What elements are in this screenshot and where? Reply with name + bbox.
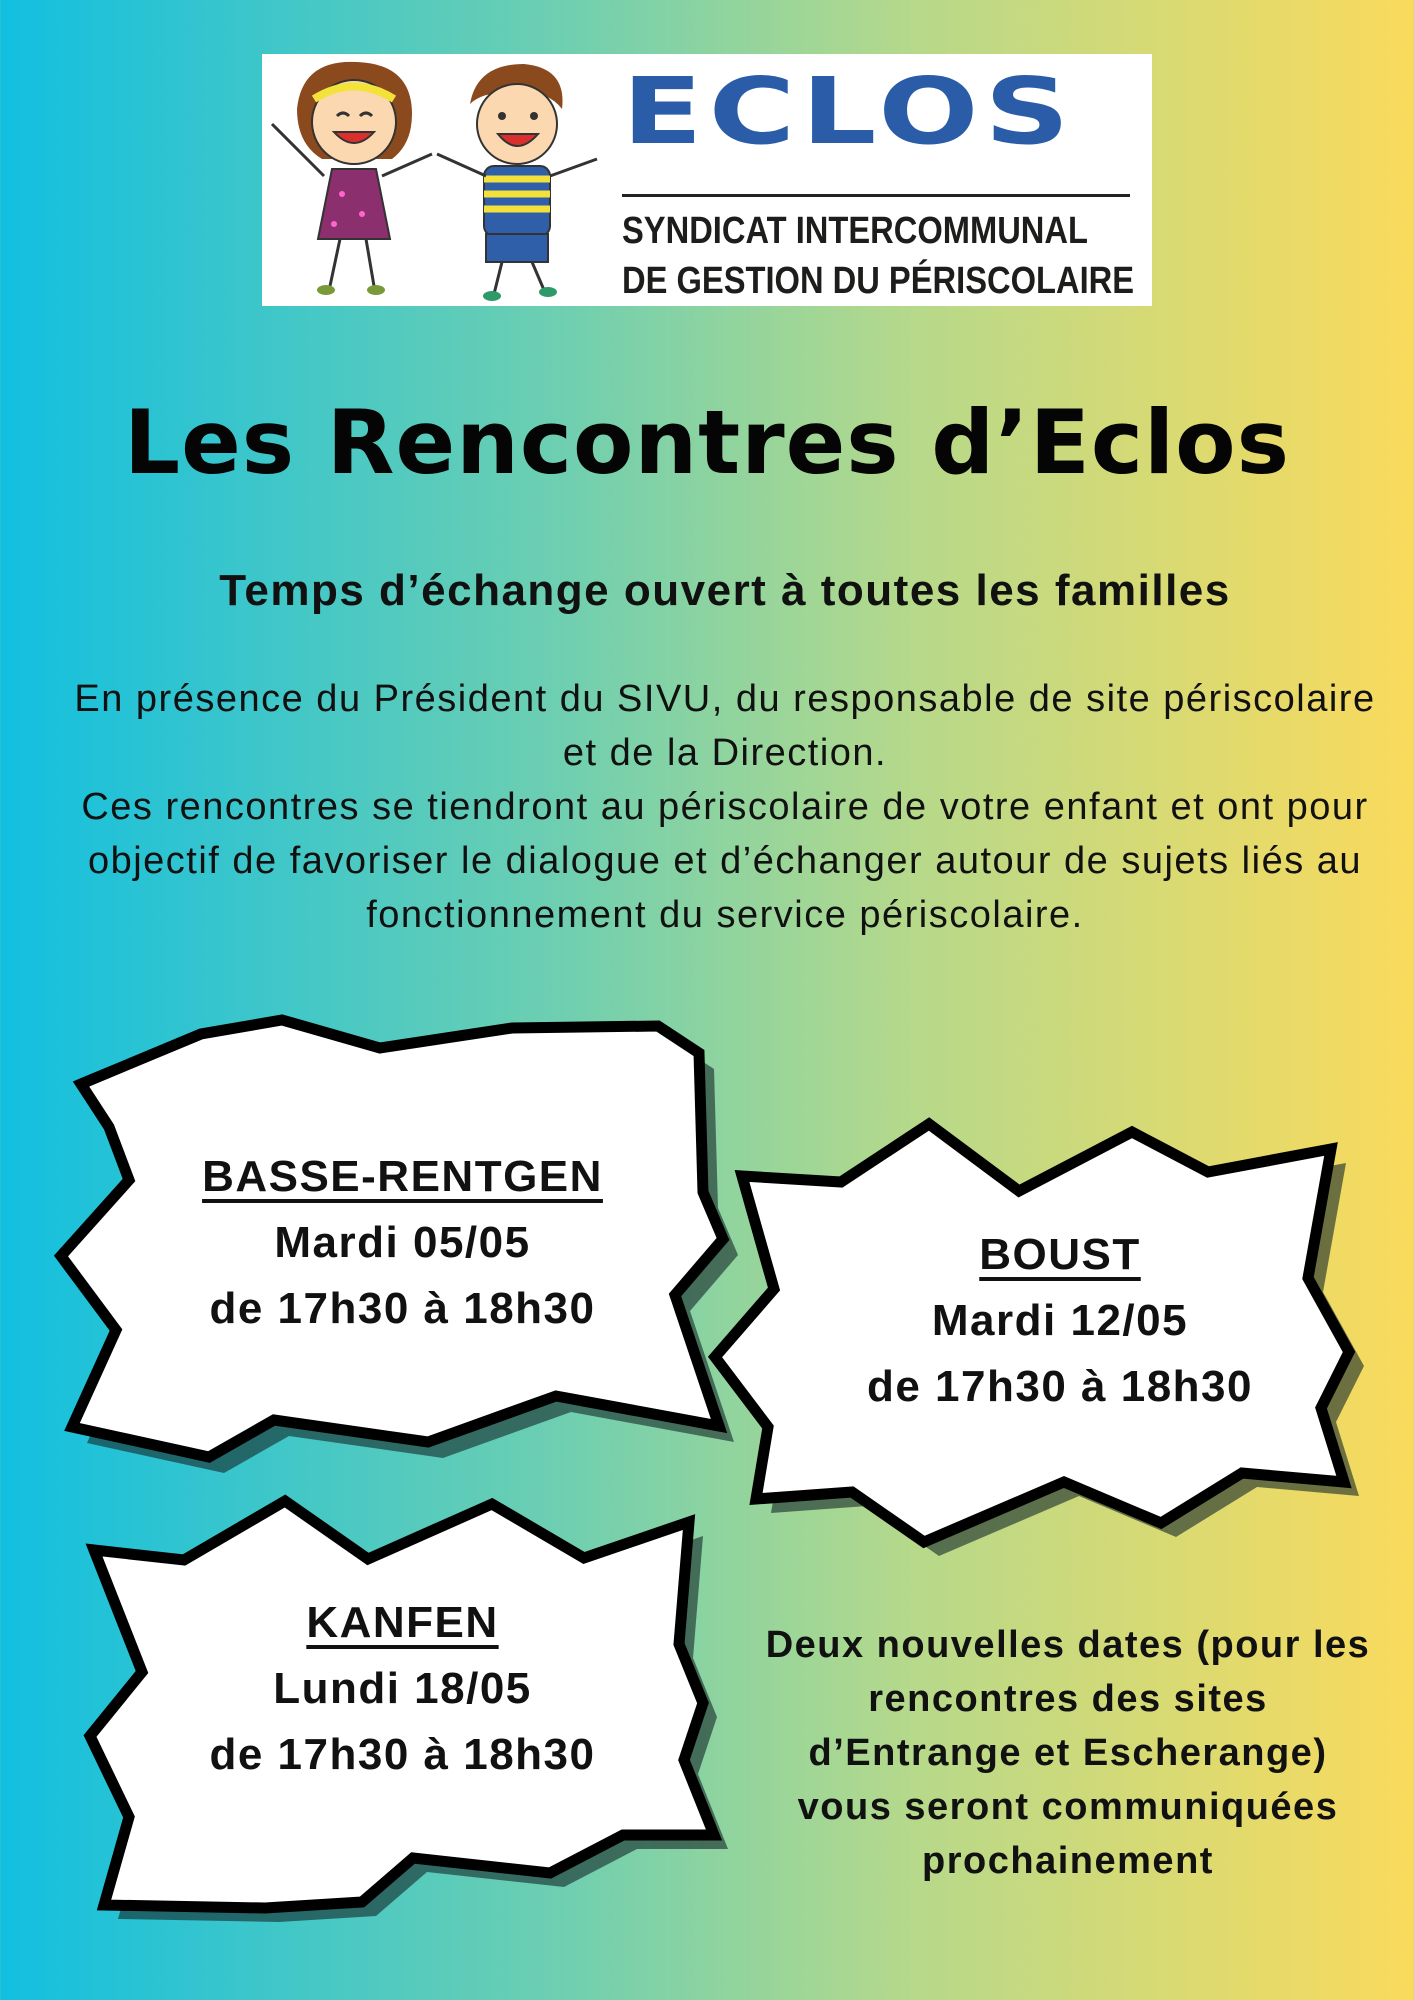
meeting-site: BASSE-RENTGEN bbox=[202, 1152, 603, 1201]
logo-subtitle-line1: SYNDICAT INTERCOMMUNAL bbox=[622, 210, 1088, 252]
page-title: Les Rencontres d’Eclos bbox=[124, 391, 1290, 494]
intro-paragraph-2: Ces rencontres se tiendront au périscolaire de votre enfant et ont pour objectif de favoriser le dialogue et d’échanger autour de sujets liés au fonctionnement du service périscolaire. bbox=[81, 786, 1369, 936]
meeting-site: KANFEN bbox=[306, 1598, 499, 1647]
meeting-time: de 17h30 à 18h30 bbox=[209, 1730, 596, 1779]
meeting-site: BOUST bbox=[979, 1230, 1141, 1279]
meeting-date: Mardi 05/05 bbox=[274, 1218, 531, 1267]
meeting-date: Mardi 12/05 bbox=[931, 1296, 1189, 1345]
meeting-time: de 17h30 à 18h30 bbox=[209, 1284, 596, 1333]
page-subtitle: Temps d’échange ouvert à toutes les familles bbox=[219, 566, 1231, 615]
intro-paragraph-1: En présence du Président du SIVU, du responsable de site périscolaire et de la Direction. bbox=[74, 678, 1376, 774]
meeting-card-kanfen bbox=[160, 1590, 645, 1788]
logo-subtitle-line2: DE GESTION DU PÉRISCOLAIRE bbox=[622, 260, 1135, 302]
upcoming-dates-note: Deux nouvelles dates (pour les rencontres des sites d’Entrange et Escherange) vous seront communiquées prochainement bbox=[765, 1624, 1371, 1882]
logo-wordmark: ECLOS bbox=[622, 56, 1076, 165]
meeting-date: Lundi 18/05 bbox=[273, 1664, 532, 1713]
meeting-card-basse-rentgen bbox=[160, 1144, 645, 1342]
meeting-time: de 17h30 à 18h30 bbox=[866, 1362, 1253, 1411]
meeting-card-boust bbox=[810, 1222, 1310, 1420]
